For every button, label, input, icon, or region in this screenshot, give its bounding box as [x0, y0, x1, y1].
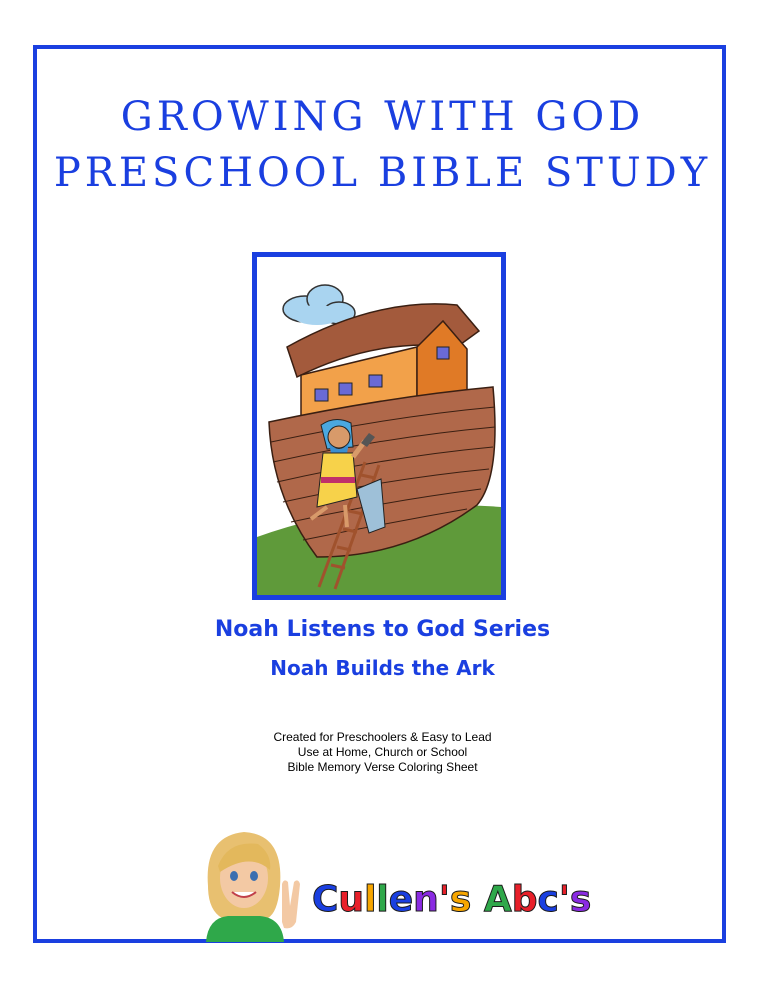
- page-title-line2: PRESCHOOL BIBLE STUDY: [53, 150, 712, 196]
- noah-ark-illustration: [252, 252, 506, 600]
- series-title: Noah Listens to God Series: [214, 617, 551, 642]
- brand-letter: l: [376, 879, 389, 920]
- brand-letter: l: [364, 879, 377, 920]
- brand-letter: ': [558, 879, 570, 920]
- brand-letter: u: [338, 879, 365, 920]
- brand-letter: c: [537, 879, 559, 920]
- lesson-title: Noah Builds the Ark: [270, 656, 495, 680]
- brand-letter: [471, 879, 484, 920]
- detail-line-1: Created for Preschoolers & Easy to Lead: [273, 730, 492, 744]
- brand-letter: s: [569, 879, 592, 920]
- brand-letter: s: [449, 879, 472, 920]
- brand-letter: A: [483, 879, 512, 920]
- detail-line-2: Use at Home, Church or School: [297, 745, 468, 759]
- avatar: [198, 826, 306, 942]
- cloud-icon: [283, 285, 355, 325]
- brand-letter: n: [413, 879, 439, 920]
- page-title-line1: GROWING WITH GOD: [120, 94, 645, 140]
- detail-line-3: Bible Memory Verse Coloring Sheet: [287, 760, 478, 774]
- brand-letter: ': [438, 879, 450, 920]
- brand-letter: e: [388, 879, 414, 920]
- brand-letter: C: [312, 879, 339, 920]
- brand-letter: b: [511, 879, 538, 920]
- brand-logo: [312, 880, 591, 920]
